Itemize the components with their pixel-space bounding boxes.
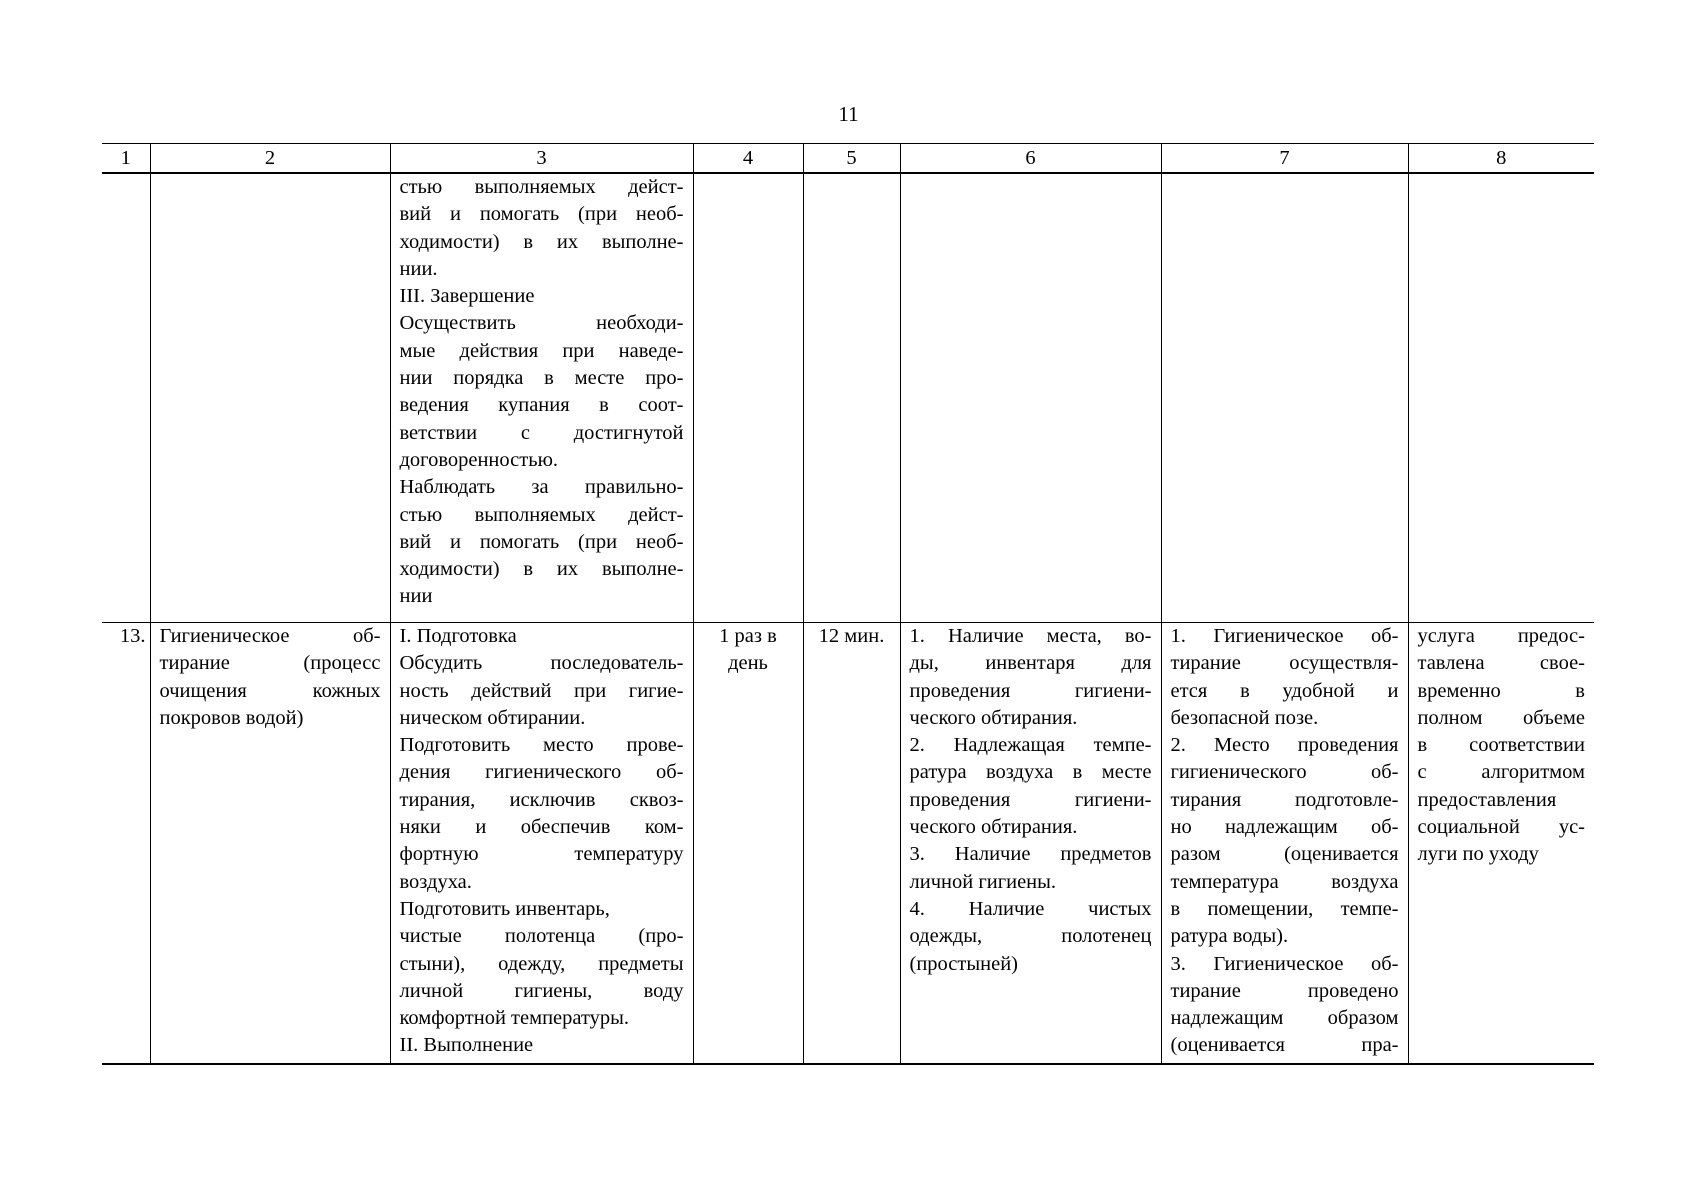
services-table <box>102 143 1594 1065</box>
text-line: (простыней) <box>909 952 1019 975</box>
text-line: безопасной позе. <box>1170 706 1319 729</box>
service-name <box>150 623 390 1065</box>
procedure-text <box>400 174 684 611</box>
text-line: Осуществить необходи- <box>399 312 684 335</box>
text-line: вий и помогать (при необ- <box>399 530 684 553</box>
text-line: тирание (процесс <box>159 652 381 675</box>
text-line: ническом обтирании. <box>399 706 586 729</box>
text-line: I. Подготовка <box>399 625 517 647</box>
text-line: стью выполняемых дейст- <box>399 503 684 526</box>
text-line: в помещении, темпе- <box>1170 897 1399 920</box>
text-line: разом (оценивается <box>1170 843 1399 866</box>
text-line: нии порядка в месте про- <box>399 367 684 390</box>
text-line: ратура воздуха в месте <box>909 761 1152 784</box>
column-header: 6 <box>900 144 1161 174</box>
text-line: услуга предос- <box>1417 625 1585 647</box>
text-line: в соответствии <box>1417 734 1585 757</box>
column-header: 4 <box>693 144 803 174</box>
text-line: няки и обеспечив ком- <box>399 816 684 839</box>
text-line: проведения гигиени- <box>909 679 1152 702</box>
cell-procedure <box>390 173 693 623</box>
text-line: комфортной температуры. <box>399 1007 630 1030</box>
text-line: температура воздуха <box>1170 870 1399 893</box>
text-line: ность действий при гигие- <box>399 679 684 702</box>
text-line: III. Завершение <box>399 285 535 308</box>
text-line: одежды, полотенец <box>909 925 1152 948</box>
text-line: дения гигиенического об- <box>399 761 684 784</box>
text-line: личной гигиены. <box>909 870 1057 893</box>
text-line: воздуха. <box>399 870 472 893</box>
text-line: ческого обтирания. <box>909 816 1078 839</box>
text-line: полном объеме <box>1417 706 1585 729</box>
text-line: нии <box>399 585 433 608</box>
cell-frequency <box>693 173 803 623</box>
text-line: очищения кожных <box>159 679 381 702</box>
text-line: гигиенического об- <box>1170 761 1399 784</box>
column-header: 2 <box>150 144 390 174</box>
text-line: стью выполняемых дейст- <box>399 176 684 198</box>
text-line: (оценивается пра- <box>1170 1034 1399 1057</box>
text-line: мые действия при наведе- <box>399 339 684 362</box>
text-line: тавлена свое- <box>1417 652 1585 675</box>
quality-indicators <box>1161 623 1408 1065</box>
procedure <box>390 623 693 1065</box>
cell-quality <box>1161 173 1408 623</box>
text-line: 3. Наличие предметов <box>909 843 1152 866</box>
row-number: 13. <box>102 623 150 1065</box>
text-line: 3. Гигиеническое об- <box>1170 952 1399 975</box>
result-evaluation <box>1408 623 1594 1065</box>
table-row-13 <box>102 623 1594 1065</box>
text-line: ветствии с достигнутой <box>399 421 684 444</box>
text-line: временно в <box>1417 679 1585 702</box>
text-line: 2. Надлежащая темпе- <box>909 734 1152 757</box>
text-line: тирание осуществля- <box>1170 652 1399 675</box>
frequency-text <box>703 623 794 678</box>
cell-duration <box>803 173 900 623</box>
page-number: 11 <box>838 102 859 126</box>
text-line: ратура воды). <box>1170 925 1289 948</box>
text-line: 2. Место проведения <box>1170 734 1399 757</box>
text-line: ется в удобной и <box>1170 679 1399 702</box>
text-line: ходимости) в их выполне- <box>399 230 684 253</box>
text-line: нии. <box>399 257 438 280</box>
text-line: 1. Гигиеническое об- <box>1170 625 1399 647</box>
text-line: договоренностью. <box>399 448 559 471</box>
column-header: 7 <box>1161 144 1408 174</box>
column-header: 3 <box>390 144 693 174</box>
text-line: 4. Наличие чистых <box>909 897 1152 920</box>
text-line: проведения гигиени- <box>909 788 1152 811</box>
text-line: II. Выполнение <box>399 1034 534 1057</box>
quality-text <box>1171 623 1399 1060</box>
column-header: 5 <box>803 144 900 174</box>
text-line: 1 раз в <box>719 625 777 647</box>
service-name-text <box>160 623 381 732</box>
result-text <box>1418 623 1586 869</box>
text-line: Обсудить последователь- <box>399 652 684 675</box>
text-line: тирания подготовле- <box>1170 788 1399 811</box>
column-number-header-row <box>102 144 1594 174</box>
text-line: с алгоритмом <box>1417 761 1585 784</box>
frequency <box>693 623 803 1065</box>
text-line: луги по уходу <box>1417 843 1539 866</box>
table-row-continued <box>102 173 1594 623</box>
text-line: ведения купания в соот- <box>399 394 684 417</box>
text-line: Подготовить место прове- <box>399 734 684 757</box>
conditions <box>900 623 1161 1065</box>
text-line: ды, инвентаря для <box>909 652 1152 675</box>
text-line: но надлежащим об- <box>1170 816 1399 839</box>
cell-name <box>150 173 390 623</box>
cell-result <box>1408 173 1594 623</box>
text-line: предоставления <box>1417 788 1557 811</box>
procedure-text <box>400 623 684 1060</box>
duration: 12 мин. <box>803 623 900 1065</box>
cell-number <box>102 173 150 623</box>
text-line: 1. Наличие места, во- <box>909 625 1152 647</box>
text-line: надлежащим образом <box>1170 1007 1399 1030</box>
text-line: вий и помогать (при необ- <box>399 203 684 226</box>
text-line: чистые полотенца (про- <box>399 925 684 948</box>
text-line: ходимости) в их выполне- <box>399 558 684 581</box>
column-header: 8 <box>1408 144 1594 174</box>
text-line: фортную температуру <box>399 843 684 866</box>
text-line: социальной ус- <box>1417 816 1585 839</box>
text-line: тирания, исключив сквоз- <box>399 788 684 811</box>
text-line: стыни), одежду, предметы <box>399 952 684 975</box>
text-line: Подготовить инвентарь, <box>399 897 610 920</box>
text-line: Наблюдать за правильно- <box>399 476 684 499</box>
text-line: покровов водой) <box>159 706 304 729</box>
text-line: личной гигиены, воду <box>399 979 684 1002</box>
cell-conditions <box>900 173 1161 623</box>
text-line: тирание проведено <box>1170 979 1399 1002</box>
column-header: 1 <box>102 144 150 174</box>
text-line: день <box>728 652 768 675</box>
text-line: Гигиеническое об- <box>159 625 381 647</box>
conditions-text <box>910 623 1152 978</box>
text-line: ческого обтирания. <box>909 706 1078 729</box>
